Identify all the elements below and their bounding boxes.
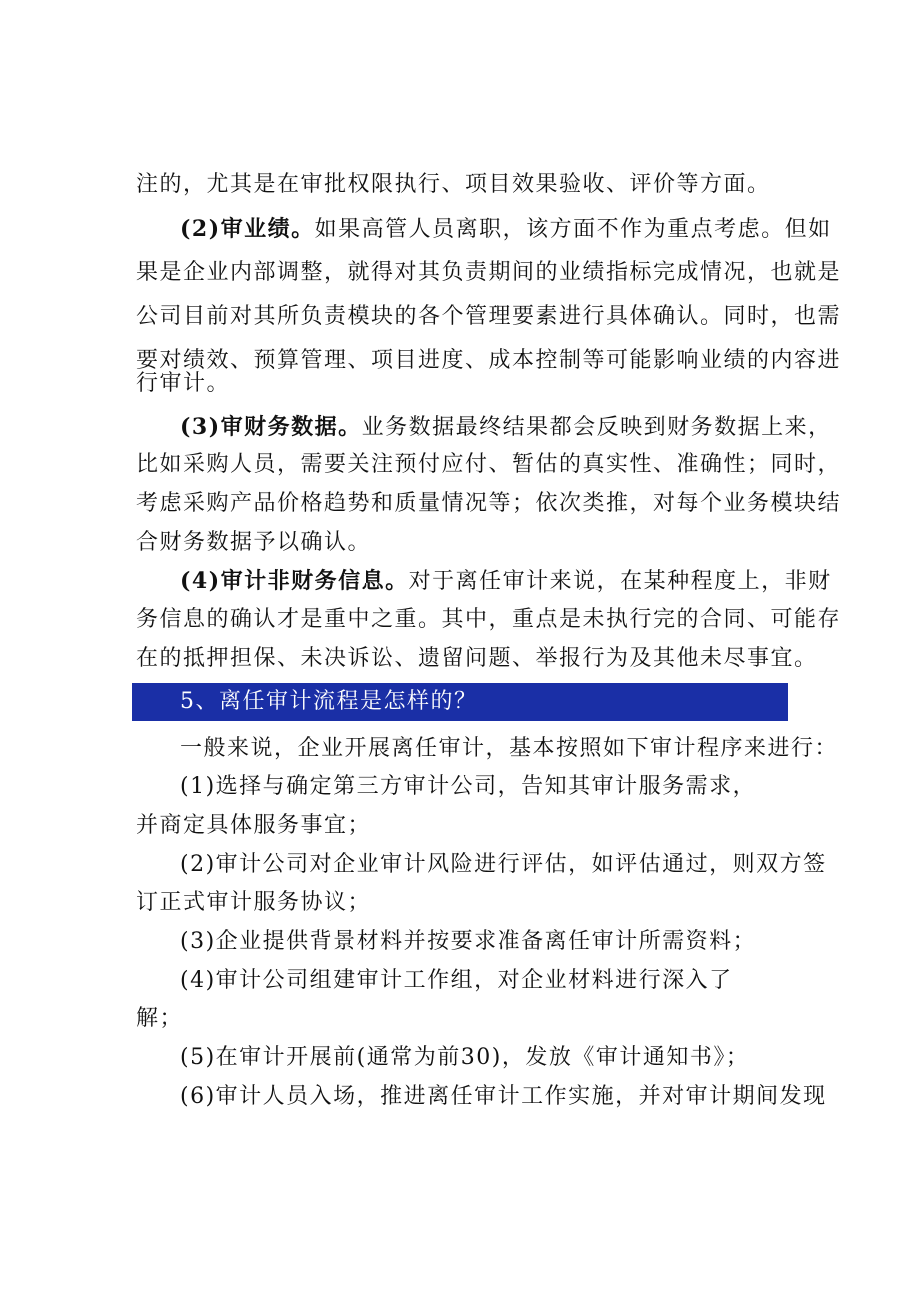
- step-4-line-2: 解；: [136, 1006, 184, 1031]
- paragraph-2-line-2: 果是企业内部调整，就得对其负责期间的业绩指标完成情况，也就是: [136, 260, 842, 285]
- paragraph-2-line-1: [180, 214, 840, 245]
- paragraph-2-line-3: 公司目前对其所负责模块的各个管理要素进行具体确认。同时，也需: [136, 304, 842, 329]
- section-heading: 5、离任审计流程是怎样的？: [180, 689, 478, 714]
- paragraph-2-line-5: 行审计。: [136, 371, 231, 396]
- paragraph-2-lead: (2)审业绩。: [180, 216, 315, 242]
- step-2-line-2: 订正式审计服务协议；: [136, 890, 372, 915]
- step-2-line-1: (2)审计公司对企业审计风险进行评估，如评估通过，则双方签: [180, 852, 827, 877]
- paragraph-2-line-4: 要对绩效、预算管理、项目进度、成本控制等可能影响业绩的内容进: [136, 348, 842, 373]
- paragraph-4-lead: (4)审计非财务信息。: [180, 568, 409, 594]
- paragraph-3-line-1: [180, 412, 840, 443]
- paragraph-4-line-1: [180, 566, 840, 597]
- paragraph-3-line-2: 比如采购人员，需要关注预付应付、暂估的真实性、准确性；同时，: [136, 452, 842, 477]
- paragraph-3-lead: (3)审财务数据。: [180, 414, 362, 440]
- step-1-line-1: (1)选择与确定第三方审计公司，告知其审计服务需求，: [180, 774, 757, 799]
- step-5-line-1: (5)在审计开展前(通常为前30)，发放《审计通知书》；: [180, 1045, 750, 1070]
- step-3-line-1: (3)企业提供背景材料并按要求准备离任审计所需资料；: [180, 929, 757, 954]
- step-4-line-1: (4)审计公司组建审计工作组，对企业材料进行深入了: [180, 968, 733, 993]
- paragraph-3-line-3: 考虑采购产品价格趋势和质量情况等；依次类推，对每个业务模块结: [136, 491, 842, 516]
- paragraph-4-text: 对于离任审计来说，在某种程度上，非财: [408, 569, 832, 594]
- paragraph-4-line-2: 务信息的确认才是重中之重。其中，重点是未执行完的合同、可能存: [136, 607, 842, 632]
- paragraph-2-text: 如果高管人员离职，该方面不作为重点考虑。但如: [314, 217, 832, 242]
- steps-intro: 一般来说，企业开展离任审计，基本按照如下审计程序来进行：: [180, 736, 839, 761]
- step-6-line-1: (6)审计人员入场，推进离任审计工作实施，并对审计期间发现: [180, 1084, 827, 1109]
- paragraph-1-line-1: 注的，尤其是在审批权限执行、项目效果验收、评价等方面。: [136, 172, 771, 197]
- paragraph-3-line-4: 合财务数据予以确认。: [136, 530, 372, 555]
- step-1-line-2: 并商定具体服务事宜；: [136, 813, 372, 838]
- paragraph-4-line-3: 在的抵押担保、未决诉讼、遗留问题、举报行为及其他未尽事宜。: [136, 646, 818, 671]
- paragraph-3-text: 业务数据最终结果都会反映到财务数据上来，: [361, 415, 832, 440]
